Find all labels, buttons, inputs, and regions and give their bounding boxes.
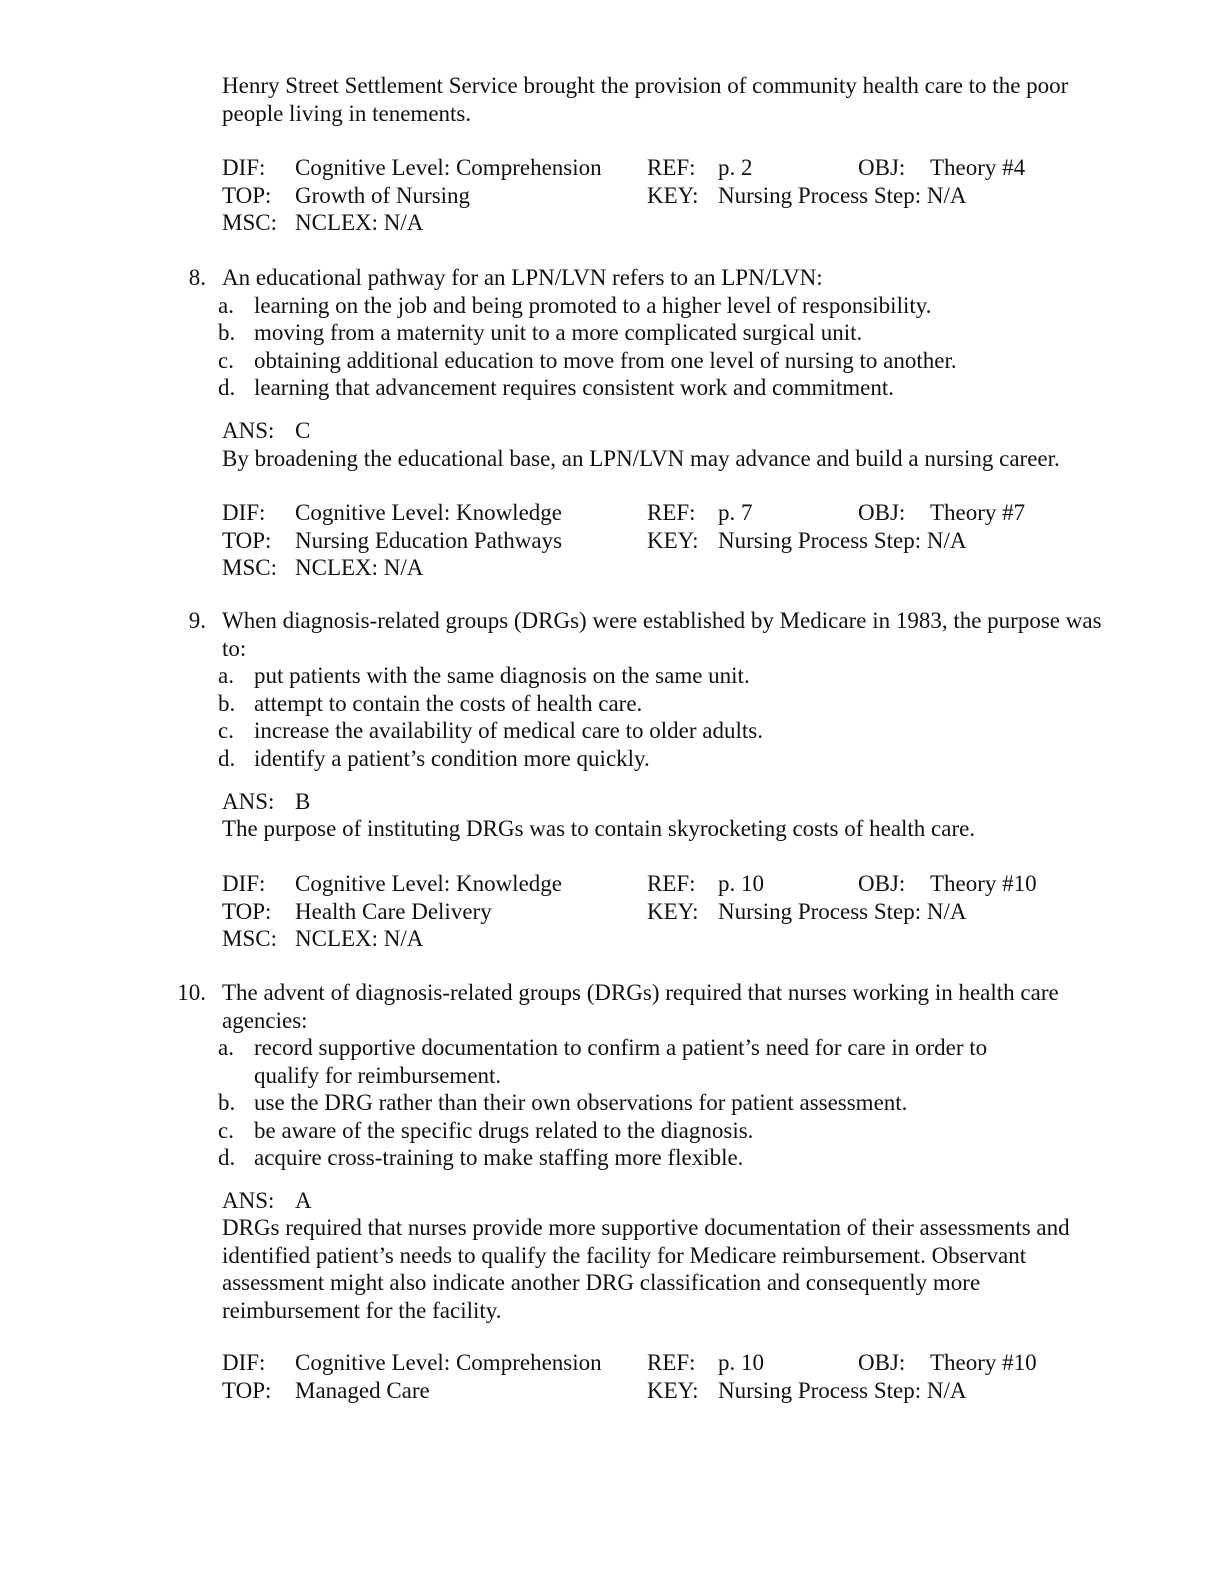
meta-row-top <box>222 527 1122 555</box>
rationale: By broadening the educational base, an LPN/LVN may advance and build a nursing career. <box>222 446 1060 471</box>
top-label: TOP: <box>222 182 272 208</box>
top-label: TOP: <box>222 898 272 924</box>
option-list <box>218 1034 1098 1172</box>
rationale: DRGs required that nurses provide more supportive documentation of their assessments and identified patient’s needs to qualify the facility for Medicare reimbursement. Observant assessment might also indicate another DRG classification and consequently more reimbursement for the facility. <box>222 1215 1070 1323</box>
dif-label: DIF: <box>222 871 266 896</box>
dif-value: Cognitive Level: Comprehension <box>295 155 602 180</box>
answer-value: A <box>295 1188 312 1213</box>
obj-value: Theory #10 <box>930 1350 1037 1375</box>
top-value: Growth of Nursing <box>295 182 471 208</box>
ref-value: p. 7 <box>718 500 753 525</box>
msc-value: NCLEX: N/A <box>295 210 424 235</box>
ref-label: REF: <box>647 155 696 180</box>
option-d <box>218 1144 1098 1172</box>
option-d <box>218 374 1098 402</box>
meta-row-dif <box>222 870 1122 898</box>
msc-label: MSC: <box>222 555 277 580</box>
option-list <box>218 292 1098 402</box>
obj-value: Theory #10 <box>930 871 1037 896</box>
msc-value: NCLEX: N/A <box>295 555 424 580</box>
dif-value: Cognitive Level: Knowledge <box>295 871 562 896</box>
ref-label: REF: <box>647 871 696 896</box>
key-value: Nursing Process Step: N/A <box>718 1377 967 1403</box>
meta-block <box>222 499 1122 582</box>
meta-row-dif <box>222 154 1122 182</box>
obj-label: OBJ: <box>858 155 906 180</box>
ref-label: REF: <box>647 1350 696 1375</box>
meta-block <box>222 870 1122 953</box>
option-letter: d. <box>218 1145 236 1170</box>
dif-value: Cognitive Level: Comprehension <box>295 1350 602 1375</box>
option-a <box>218 662 1098 690</box>
option-text: put patients with the same diagnosis on the same unit. <box>254 663 750 688</box>
top-value: Nursing Education Pathways <box>295 527 563 553</box>
msc-label: MSC: <box>222 210 277 235</box>
meta-row-top <box>222 1377 1122 1405</box>
meta-row-msc <box>222 209 1122 237</box>
obj-value: Theory #7 <box>930 500 1026 525</box>
option-letter: a. <box>218 292 234 318</box>
meta-row-msc <box>222 925 1122 953</box>
dif-label: DIF: <box>222 155 266 180</box>
option-b <box>218 1089 1098 1117</box>
rationale: The purpose of instituting DRGs was to contain skyrocketing costs of health care. <box>222 816 976 841</box>
option-text: obtaining additional education to move from one level of nursing to another. <box>254 347 957 373</box>
key-label: KEY: <box>647 527 699 553</box>
ref-value: p. 10 <box>718 871 764 896</box>
option-a <box>218 292 1098 320</box>
question-number: 9. <box>188 608 206 633</box>
intro-meta-block <box>222 154 1122 237</box>
option-a <box>218 1034 1098 1089</box>
answer-line <box>222 788 310 816</box>
option-text: attempt to contain the costs of health care. <box>254 690 643 716</box>
key-value: Nursing Process Step: N/A <box>718 898 967 924</box>
question-stem: The advent of diagnosis-related groups (DRGs) required that nurses working in health care agencies: <box>222 980 1059 1033</box>
answer-line <box>222 417 310 445</box>
intro-rationale: Henry Street Settlement Service brought the provision of community health care to the poor people living in tenements. <box>222 73 1069 126</box>
msc-label: MSC: <box>222 926 277 951</box>
option-text: moving from a maternity unit to a more complicated surgical unit. <box>254 320 863 345</box>
option-d <box>218 745 1098 773</box>
option-text: acquire cross-training to make staffing more flexible. <box>254 1145 744 1170</box>
meta-row-msc <box>222 554 1122 582</box>
option-text: identify a patient’s condition more quickly. <box>254 745 650 771</box>
answer-value: C <box>295 418 311 443</box>
top-label: TOP: <box>222 1377 272 1403</box>
option-letter: d. <box>218 375 236 400</box>
msc-value: NCLEX: N/A <box>295 926 424 951</box>
meta-row-dif <box>222 1349 1122 1377</box>
key-label: KEY: <box>647 182 699 208</box>
question-number: 8. <box>188 265 206 290</box>
option-letter: c. <box>218 1117 234 1143</box>
option-letter: a. <box>218 663 234 688</box>
option-letter: c. <box>218 347 234 373</box>
answer-label: ANS: <box>222 418 275 443</box>
meta-row-top <box>222 182 1122 210</box>
option-c <box>218 347 1098 375</box>
dif-label: DIF: <box>222 500 266 525</box>
answer-value: B <box>295 789 311 814</box>
answer-label: ANS: <box>222 1188 275 1213</box>
option-c <box>218 717 1098 745</box>
option-text: learning that advancement requires consistent work and commitment. <box>254 375 894 400</box>
option-b <box>218 690 1098 718</box>
key-value: Nursing Process Step: N/A <box>718 527 967 553</box>
option-text: use the DRG rather than their own observations for patient assessment. <box>254 1090 908 1115</box>
option-c <box>218 1117 1098 1145</box>
option-text: record supportive documentation to confirm a patient’s need for care in order to qualify for reimbursement. <box>254 1035 988 1088</box>
obj-value: Theory #4 <box>930 155 1026 180</box>
question-stem: An educational pathway for an LPN/LVN refers to an LPN/LVN: <box>222 265 823 290</box>
option-b <box>218 319 1098 347</box>
key-value: Nursing Process Step: N/A <box>718 182 967 208</box>
answer-label: ANS: <box>222 789 275 814</box>
option-letter: b. <box>218 690 236 716</box>
ref-value: p. 2 <box>718 155 753 180</box>
top-value: Managed Care <box>295 1377 430 1403</box>
dif-label: DIF: <box>222 1350 266 1375</box>
option-text: increase the availability of medical care to older adults. <box>254 718 763 743</box>
meta-row-dif <box>222 499 1122 527</box>
ref-value: p. 10 <box>718 1350 764 1375</box>
option-list <box>218 662 1098 772</box>
option-letter: d. <box>218 745 236 771</box>
meta-block <box>222 1349 1122 1404</box>
obj-label: OBJ: <box>858 1350 906 1375</box>
question-stem: When diagnosis-related groups (DRGs) were established by Medicare in 1983, the purpose was to: <box>222 608 1102 661</box>
obj-label: OBJ: <box>858 871 906 896</box>
option-letter: a. <box>218 1035 234 1060</box>
option-letter: b. <box>218 1090 236 1115</box>
option-text: be aware of the specific drugs related to the diagnosis. <box>254 1117 754 1143</box>
obj-label: OBJ: <box>858 500 906 525</box>
top-label: TOP: <box>222 527 272 553</box>
option-letter: c. <box>218 718 234 743</box>
answer-line <box>222 1187 312 1215</box>
ref-label: REF: <box>647 500 696 525</box>
option-text: learning on the job and being promoted to a higher level of responsibility. <box>254 292 932 318</box>
key-label: KEY: <box>647 898 699 924</box>
meta-row-top <box>222 898 1122 926</box>
top-value: Health Care Delivery <box>295 898 492 924</box>
question-number: 10. <box>177 980 206 1005</box>
option-letter: b. <box>218 320 236 345</box>
key-label: KEY: <box>647 1377 699 1403</box>
dif-value: Cognitive Level: Knowledge <box>295 500 562 525</box>
